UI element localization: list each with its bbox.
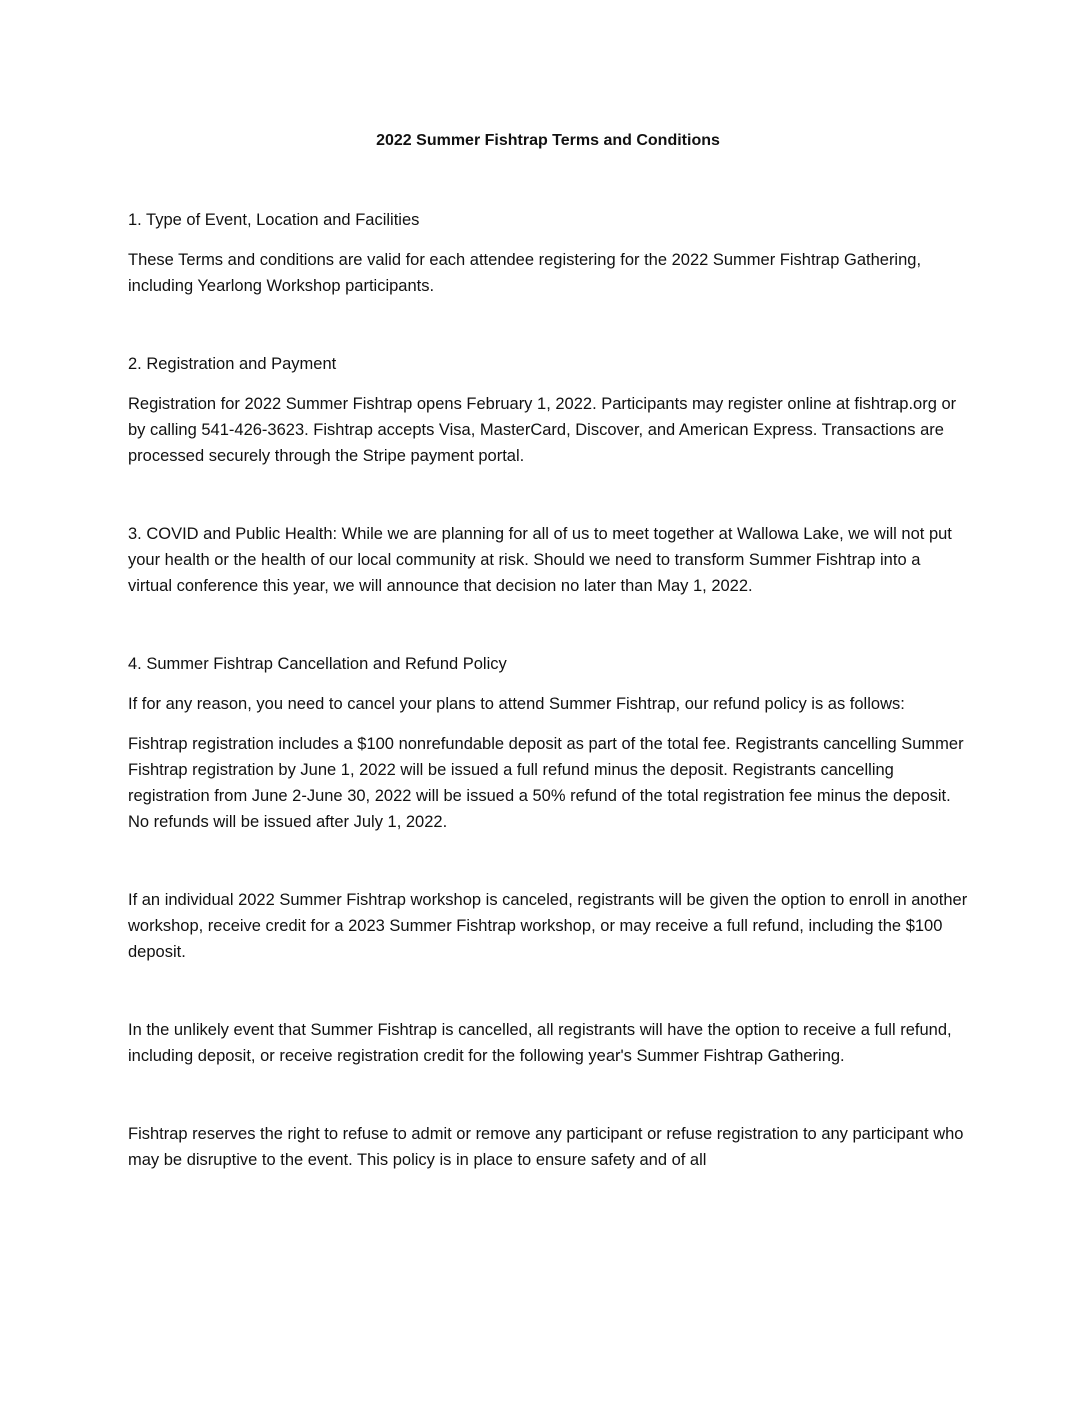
document-title: 2022 Summer Fishtrap Terms and Conditions — [376, 132, 720, 149]
document-content — [128, 128, 968, 1173]
section-4-paragraph-3: If an individual 2022 Summer Fishtrap workshop is canceled, registrants will be given the option to enroll in another workshop, receive credit for a 2023 Summer Fishtrap workshop, or may receive a full refund, including the $100 deposit. — [128, 891, 968, 961]
section-4-paragraph-5: Fishtrap reserves the right to refuse to admit or remove any participant or refuse registration to any participant who may be disruptive to the event. This policy is in place to ensure safety and of all — [128, 1125, 964, 1169]
section-1-heading: 1. Type of Event, Location and Facilities — [128, 211, 420, 229]
section-4-paragraph-2: Fishtrap registration includes a $100 nonrefundable deposit as part of the total fee. Registrants cancelling Summer Fishtrap registration by June 1, 2022 will be issued a full refund minus the deposit. Registrants cancelling registration from June 2-June 30, 2022 will be issued a 50% refund of the total registration fee minus the deposit. No refunds will be issued after July 1, 2022. — [128, 735, 964, 831]
section-1-paragraph-1: These Terms and conditions are valid for each attendee registering for the 2022 Summer Fishtrap Gathering, including Yearlong Workshop participants. — [128, 251, 922, 295]
section-4-heading: 4. Summer Fishtrap Cancellation and Refund Policy — [128, 655, 507, 673]
section-2-heading: 2. Registration and Payment — [128, 355, 337, 373]
section-4-paragraph-1: If for any reason, you need to cancel your plans to attend Summer Fishtrap, our refund policy is as follows: — [128, 695, 905, 713]
section-4-paragraph-4: In the unlikely event that Summer Fishtrap is cancelled, all registrants will have the option to receive a full refund, including deposit, or receive registration credit for the following year's Summer Fishtrap Gathering. — [128, 1021, 952, 1065]
section-3-paragraph-1: 3. COVID and Public Health: While we are planning for all of us to meet together at Wallowa Lake, we will not put your health or the health of our local community at risk. Should we need to transform Summer Fishtrap into a virtual conference this year, we will announce that decision no later than May 1, 2022. — [128, 525, 952, 595]
section-2-paragraph-1: Registration for 2022 Summer Fishtrap opens February 1, 2022. Participants may register online at fishtrap.org or by calling 541-426-3623. Fishtrap accepts Visa, MasterCard, Discover, and American Express. Transactions are processed securely through the Stripe payment portal. — [128, 395, 957, 465]
